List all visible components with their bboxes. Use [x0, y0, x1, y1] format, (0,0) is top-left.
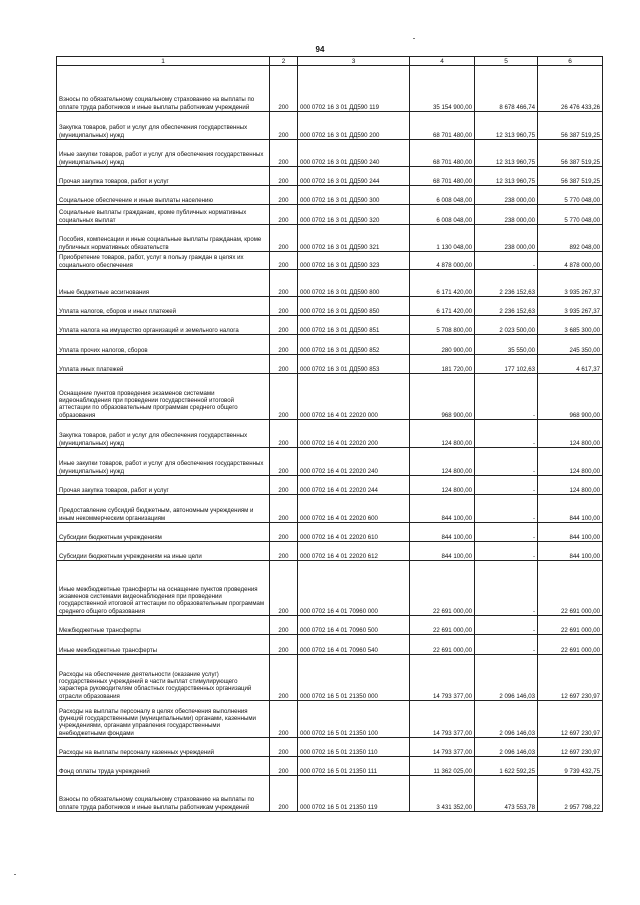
row-approved-amount-cell: 6 008 048,00	[410, 205, 475, 225]
row-classification-code-cell: 000 0702 16 3 01 ДД590 852	[298, 335, 410, 355]
column-number-1: 1	[57, 57, 270, 66]
row-approved-amount-cell: 124 800,00	[410, 448, 475, 476]
row-code-cell: 200	[270, 355, 298, 374]
row-name-cell: Закупка товаров, работ и услуг для обеспечения государственных (муниципальных) нужд	[57, 420, 270, 448]
table-row	[57, 316, 603, 335]
row-code-cell: 200	[270, 252, 298, 270]
row-executed-amount-cell: 473 553,78	[475, 776, 538, 812]
table-row	[57, 561, 603, 616]
row-approved-amount-cell: 22 691 000,00	[410, 561, 475, 616]
row-unexecuted-amount-cell: 124 800,00	[538, 420, 603, 448]
row-name-cell: Иные межбюджетные трансферты	[57, 635, 270, 655]
table-row	[57, 542, 603, 561]
row-name-cell: Уплата налога на имущество организаций и земельного налога	[57, 316, 270, 335]
row-unexecuted-amount-cell: 844 100,00	[538, 542, 603, 561]
row-name-cell: Расходы на выплаты персоналу в целях обеспечения выполнения функций государственными (муниципальными) органами, казенными учреждениями, органами управления государственными внебюджетными фондами	[57, 701, 270, 738]
row-code-cell: 200	[270, 757, 298, 776]
row-classification-code-cell: 000 0702 16 3 01 ДД590 320	[298, 205, 410, 225]
column-number-5: 5	[475, 57, 538, 66]
row-approved-amount-cell: 6 171 420,00	[410, 270, 475, 297]
row-executed-amount-cell: -	[475, 448, 538, 476]
row-code-cell: 200	[270, 374, 298, 420]
table-row	[57, 738, 603, 757]
row-executed-amount-cell: 2 236 152,63	[475, 270, 538, 297]
row-code-cell: 200	[270, 448, 298, 476]
row-unexecuted-amount-cell: 3 935 267,37	[538, 297, 603, 316]
row-executed-amount-cell: -	[475, 420, 538, 448]
row-unexecuted-amount-cell: 56 387 519,25	[538, 167, 603, 186]
row-name-cell: Субсидии бюджетным учреждениям на иные цели	[57, 542, 270, 561]
row-unexecuted-amount-cell: 4 878 000,00	[538, 252, 603, 270]
table-row	[57, 335, 603, 355]
row-executed-amount-cell: -	[475, 561, 538, 616]
row-name-cell: Прочая закупка товаров, работ и услуг	[57, 167, 270, 186]
row-classification-code-cell: 000 0702 16 4 01 70960 540	[298, 635, 410, 655]
row-executed-amount-cell: 35 550,00	[475, 335, 538, 355]
table-row	[57, 757, 603, 776]
row-classification-code-cell: 000 0702 16 4 01 22020 600	[298, 495, 410, 523]
row-code-cell: 200	[270, 635, 298, 655]
row-approved-amount-cell: 22 691 000,00	[410, 635, 475, 655]
row-name-cell: Оснащение пунктов проведения экзаменов системами видеонаблюдения при проведении государственной итоговой аттестации по образовательным программам среднего общего образования	[57, 374, 270, 420]
row-name-cell: Иные закупки товаров, работ и услуг для обеспечения государственных (муниципальных) нужд	[57, 448, 270, 476]
table-row	[57, 523, 603, 542]
row-unexecuted-amount-cell: 245 350,00	[538, 335, 603, 355]
row-classification-code-cell: 000 0702 16 4 01 70960 000	[298, 561, 410, 616]
row-executed-amount-cell: 12 313 960,75	[475, 140, 538, 167]
row-unexecuted-amount-cell: 5 770 048,00	[538, 186, 603, 205]
row-name-cell: Прочая закупка товаров, работ и услуг	[57, 476, 270, 495]
row-code-cell: 200	[270, 495, 298, 523]
row-executed-amount-cell: 238 000,00	[475, 205, 538, 225]
row-executed-amount-cell: 2 236 152,63	[475, 297, 538, 316]
table-row	[57, 186, 603, 205]
row-approved-amount-cell: 1 130 048,00	[410, 225, 475, 252]
row-code-cell: 200	[270, 167, 298, 186]
row-executed-amount-cell: 238 000,00	[475, 186, 538, 205]
row-code-cell: 200	[270, 66, 298, 112]
row-unexecuted-amount-cell: 844 100,00	[538, 523, 603, 542]
row-name-cell: Взносы по обязательному социальному страхованию на выплаты по оплате труда работников и иные выплаты работникам учреждений	[57, 776, 270, 812]
page-number: 94	[315, 45, 325, 54]
row-classification-code-cell: 000 0702 16 3 01 ДД590 323	[298, 252, 410, 270]
table-row	[57, 252, 603, 270]
row-name-cell: Социальное обеспечение и иные выплаты населению	[57, 186, 270, 205]
row-unexecuted-amount-cell: 12 697 230,97	[538, 738, 603, 757]
row-classification-code-cell: 000 0702 16 3 01 ДД590 119	[298, 66, 410, 112]
row-name-cell: Расходы на выплаты персоналу казенных учреждений	[57, 738, 270, 757]
row-unexecuted-amount-cell: 968 900,00	[538, 374, 603, 420]
row-classification-code-cell: 000 0702 16 3 01 ДД590 853	[298, 355, 410, 374]
row-classification-code-cell: 000 0702 16 3 01 ДД590 300	[298, 186, 410, 205]
table-row	[57, 270, 603, 297]
row-code-cell: 200	[270, 523, 298, 542]
row-executed-amount-cell: 12 313 960,75	[475, 112, 538, 140]
row-code-cell: 200	[270, 297, 298, 316]
row-classification-code-cell: 000 0702 16 4 01 22020 000	[298, 374, 410, 420]
table-row	[57, 635, 603, 655]
table-row	[57, 616, 603, 635]
row-code-cell: 200	[270, 542, 298, 561]
row-approved-amount-cell: 968 900,00	[410, 374, 475, 420]
row-approved-amount-cell: 68 701 480,00	[410, 112, 475, 140]
row-name-cell: Предоставление субсидий бюджетным, автономным учреждениям и иным некоммерческим организациям	[57, 495, 270, 523]
row-name-cell: Пособия, компенсации и иные социальные выплаты гражданам, кроме публичных нормативных обязательств	[57, 225, 270, 252]
row-executed-amount-cell: 177 102,63	[475, 355, 538, 374]
row-executed-amount-cell: -	[475, 374, 538, 420]
row-approved-amount-cell: 68 701 480,00	[410, 167, 475, 186]
row-executed-amount-cell: -	[475, 635, 538, 655]
row-unexecuted-amount-cell: 4 617,37	[538, 355, 603, 374]
table-row	[57, 655, 603, 701]
row-classification-code-cell: 000 0702 16 3 01 ДД590 851	[298, 316, 410, 335]
scan-speck	[14, 874, 16, 875]
row-code-cell: 200	[270, 701, 298, 738]
column-number-6: 6	[538, 57, 603, 66]
row-executed-amount-cell: 1 622 592,25	[475, 757, 538, 776]
table-body	[57, 66, 603, 812]
row-unexecuted-amount-cell: 3 935 267,37	[538, 270, 603, 297]
row-unexecuted-amount-cell: 22 691 000,00	[538, 635, 603, 655]
table-row	[57, 167, 603, 186]
row-classification-code-cell: 000 0702 16 4 01 22020 612	[298, 542, 410, 561]
row-code-cell: 200	[270, 738, 298, 757]
row-executed-amount-cell: -	[475, 252, 538, 270]
row-approved-amount-cell: 280 900,00	[410, 335, 475, 355]
row-unexecuted-amount-cell: 26 476 433,26	[538, 66, 603, 112]
row-classification-code-cell: 000 0702 16 3 01 ДД590 200	[298, 112, 410, 140]
row-unexecuted-amount-cell: 22 691 000,00	[538, 616, 603, 635]
table-row	[57, 112, 603, 140]
row-unexecuted-amount-cell: 2 957 798,22	[538, 776, 603, 812]
scan-speck	[413, 38, 415, 39]
row-code-cell: 200	[270, 776, 298, 812]
row-approved-amount-cell: 6 171 420,00	[410, 297, 475, 316]
row-classification-code-cell: 000 0702 16 4 01 22020 240	[298, 448, 410, 476]
row-name-cell: Межбюджетные трансферты	[57, 616, 270, 635]
row-approved-amount-cell: 14 793 377,00	[410, 738, 475, 757]
row-unexecuted-amount-cell: 56 387 519,25	[538, 112, 603, 140]
table-row	[57, 448, 603, 476]
table-row	[57, 495, 603, 523]
row-executed-amount-cell: -	[475, 616, 538, 635]
row-approved-amount-cell: 844 100,00	[410, 523, 475, 542]
table-row	[57, 140, 603, 167]
row-code-cell: 200	[270, 225, 298, 252]
row-approved-amount-cell: 124 800,00	[410, 476, 475, 495]
row-approved-amount-cell: 22 691 000,00	[410, 616, 475, 635]
budget-execution-table	[56, 56, 603, 812]
row-unexecuted-amount-cell: 5 770 048,00	[538, 205, 603, 225]
table-row	[57, 297, 603, 316]
row-approved-amount-cell: 14 793 377,00	[410, 655, 475, 701]
row-classification-code-cell: 000 0702 16 3 01 ДД590 800	[298, 270, 410, 297]
row-classification-code-cell: 000 0702 16 3 01 ДД590 244	[298, 167, 410, 186]
row-approved-amount-cell: 6 008 048,00	[410, 186, 475, 205]
column-number-row	[57, 57, 603, 66]
table-row	[57, 66, 603, 112]
row-code-cell: 200	[270, 420, 298, 448]
row-executed-amount-cell: 2 096 146,03	[475, 701, 538, 738]
row-classification-code-cell: 000 0702 16 5 01 21350 100	[298, 701, 410, 738]
row-approved-amount-cell: 844 100,00	[410, 542, 475, 561]
row-approved-amount-cell: 14 793 377,00	[410, 701, 475, 738]
row-executed-amount-cell: -	[475, 542, 538, 561]
row-code-cell: 200	[270, 270, 298, 297]
row-classification-code-cell: 000 0702 16 5 01 21350 111	[298, 757, 410, 776]
row-classification-code-cell: 000 0702 16 5 01 21350 110	[298, 738, 410, 757]
row-classification-code-cell: 000 0702 16 3 01 ДД590 321	[298, 225, 410, 252]
row-code-cell: 200	[270, 112, 298, 140]
row-code-cell: 200	[270, 186, 298, 205]
table-row	[57, 225, 603, 252]
table-row	[57, 355, 603, 374]
row-classification-code-cell: 000 0702 16 3 01 ДД590 240	[298, 140, 410, 167]
row-unexecuted-amount-cell: 56 387 519,25	[538, 140, 603, 167]
row-name-cell: Иные бюджетные ассигнования	[57, 270, 270, 297]
row-name-cell: Субсидии бюджетным учреждениям	[57, 523, 270, 542]
row-code-cell: 200	[270, 316, 298, 335]
row-approved-amount-cell: 124 800,00	[410, 420, 475, 448]
row-name-cell: Взносы по обязательному социальному страхованию на выплаты по оплате труда работников и иные выплаты работникам учреждений	[57, 66, 270, 112]
row-executed-amount-cell: 238 000,00	[475, 225, 538, 252]
row-name-cell: Приобретение товаров, работ, услуг в пользу граждан в целях их социального обеспечения	[57, 252, 270, 270]
table-row	[57, 374, 603, 420]
row-name-cell: Закупка товаров, работ и услуг для обеспечения государственных (муниципальных) нужд	[57, 112, 270, 140]
row-unexecuted-amount-cell: 9 739 432,75	[538, 757, 603, 776]
row-name-cell: Расходы на обеспечение деятельности (оказание услуг) государственных учреждений в части выплат стимулирующего характера руководителям областных государственных организаций отрасли образования	[57, 655, 270, 701]
row-executed-amount-cell: -	[475, 523, 538, 542]
row-approved-amount-cell: 844 100,00	[410, 495, 475, 523]
row-classification-code-cell: 000 0702 16 5 01 21350 119	[298, 776, 410, 812]
row-classification-code-cell: 000 0702 16 3 01 ДД590 850	[298, 297, 410, 316]
row-unexecuted-amount-cell: 124 800,00	[538, 448, 603, 476]
row-executed-amount-cell: -	[475, 476, 538, 495]
row-code-cell: 200	[270, 140, 298, 167]
table-row	[57, 776, 603, 812]
row-code-cell: 200	[270, 476, 298, 495]
row-approved-amount-cell: 181 720,00	[410, 355, 475, 374]
row-name-cell: Иные межбюджетные трансферты на оснащение пунктов проведения экзаменов системами видеонаблюдения при проведении государственной итоговой аттестации по образовательным программам среднего общего образования	[57, 561, 270, 616]
row-code-cell: 200	[270, 561, 298, 616]
row-approved-amount-cell: 5 708 800,00	[410, 316, 475, 335]
table-row	[57, 420, 603, 448]
row-code-cell: 200	[270, 335, 298, 355]
row-approved-amount-cell: 3 431 352,00	[410, 776, 475, 812]
row-name-cell: Фонд оплаты труда учреждений	[57, 757, 270, 776]
row-unexecuted-amount-cell: 124 800,00	[538, 476, 603, 495]
row-code-cell: 200	[270, 655, 298, 701]
table-row	[57, 205, 603, 225]
table-header	[57, 57, 603, 66]
row-approved-amount-cell: 11 362 025,00	[410, 757, 475, 776]
row-executed-amount-cell: 2 096 146,03	[475, 738, 538, 757]
row-executed-amount-cell: 8 678 466,74	[475, 66, 538, 112]
row-unexecuted-amount-cell: 3 685 300,00	[538, 316, 603, 335]
row-unexecuted-amount-cell: 12 697 230,97	[538, 655, 603, 701]
row-unexecuted-amount-cell: 892 048,00	[538, 225, 603, 252]
row-classification-code-cell: 000 0702 16 4 01 22020 244	[298, 476, 410, 495]
row-approved-amount-cell: 68 701 480,00	[410, 140, 475, 167]
row-unexecuted-amount-cell: 844 100,00	[538, 495, 603, 523]
row-name-cell: Уплата налогов, сборов и иных платежей	[57, 297, 270, 316]
row-classification-code-cell: 000 0702 16 4 01 22020 200	[298, 420, 410, 448]
row-executed-amount-cell: 12 313 960,75	[475, 167, 538, 186]
row-name-cell: Уплата прочих налогов, сборов	[57, 335, 270, 355]
table-row	[57, 701, 603, 738]
table-row	[57, 476, 603, 495]
row-unexecuted-amount-cell: 22 691 000,00	[538, 561, 603, 616]
row-code-cell: 200	[270, 616, 298, 635]
row-unexecuted-amount-cell: 12 697 230,97	[538, 701, 603, 738]
row-code-cell: 200	[270, 205, 298, 225]
row-classification-code-cell: 000 0702 16 5 01 21350 000	[298, 655, 410, 701]
row-approved-amount-cell: 4 878 000,00	[410, 252, 475, 270]
row-name-cell: Уплата иных платежей	[57, 355, 270, 374]
row-classification-code-cell: 000 0702 16 4 01 22020 610	[298, 523, 410, 542]
row-name-cell: Иные закупки товаров, работ и услуг для обеспечения государственных (муниципальных) нужд	[57, 140, 270, 167]
row-executed-amount-cell: 2 096 146,03	[475, 655, 538, 701]
row-executed-amount-cell: -	[475, 495, 538, 523]
row-executed-amount-cell: 2 023 500,00	[475, 316, 538, 335]
column-number-2: 2	[270, 57, 298, 66]
row-classification-code-cell: 000 0702 16 4 01 70960 500	[298, 616, 410, 635]
row-approved-amount-cell: 35 154 900,00	[410, 66, 475, 112]
column-number-3: 3	[298, 57, 410, 66]
column-number-4: 4	[410, 57, 475, 66]
row-name-cell: Социальные выплаты гражданам, кроме публичных нормативных социальных выплат	[57, 205, 270, 225]
